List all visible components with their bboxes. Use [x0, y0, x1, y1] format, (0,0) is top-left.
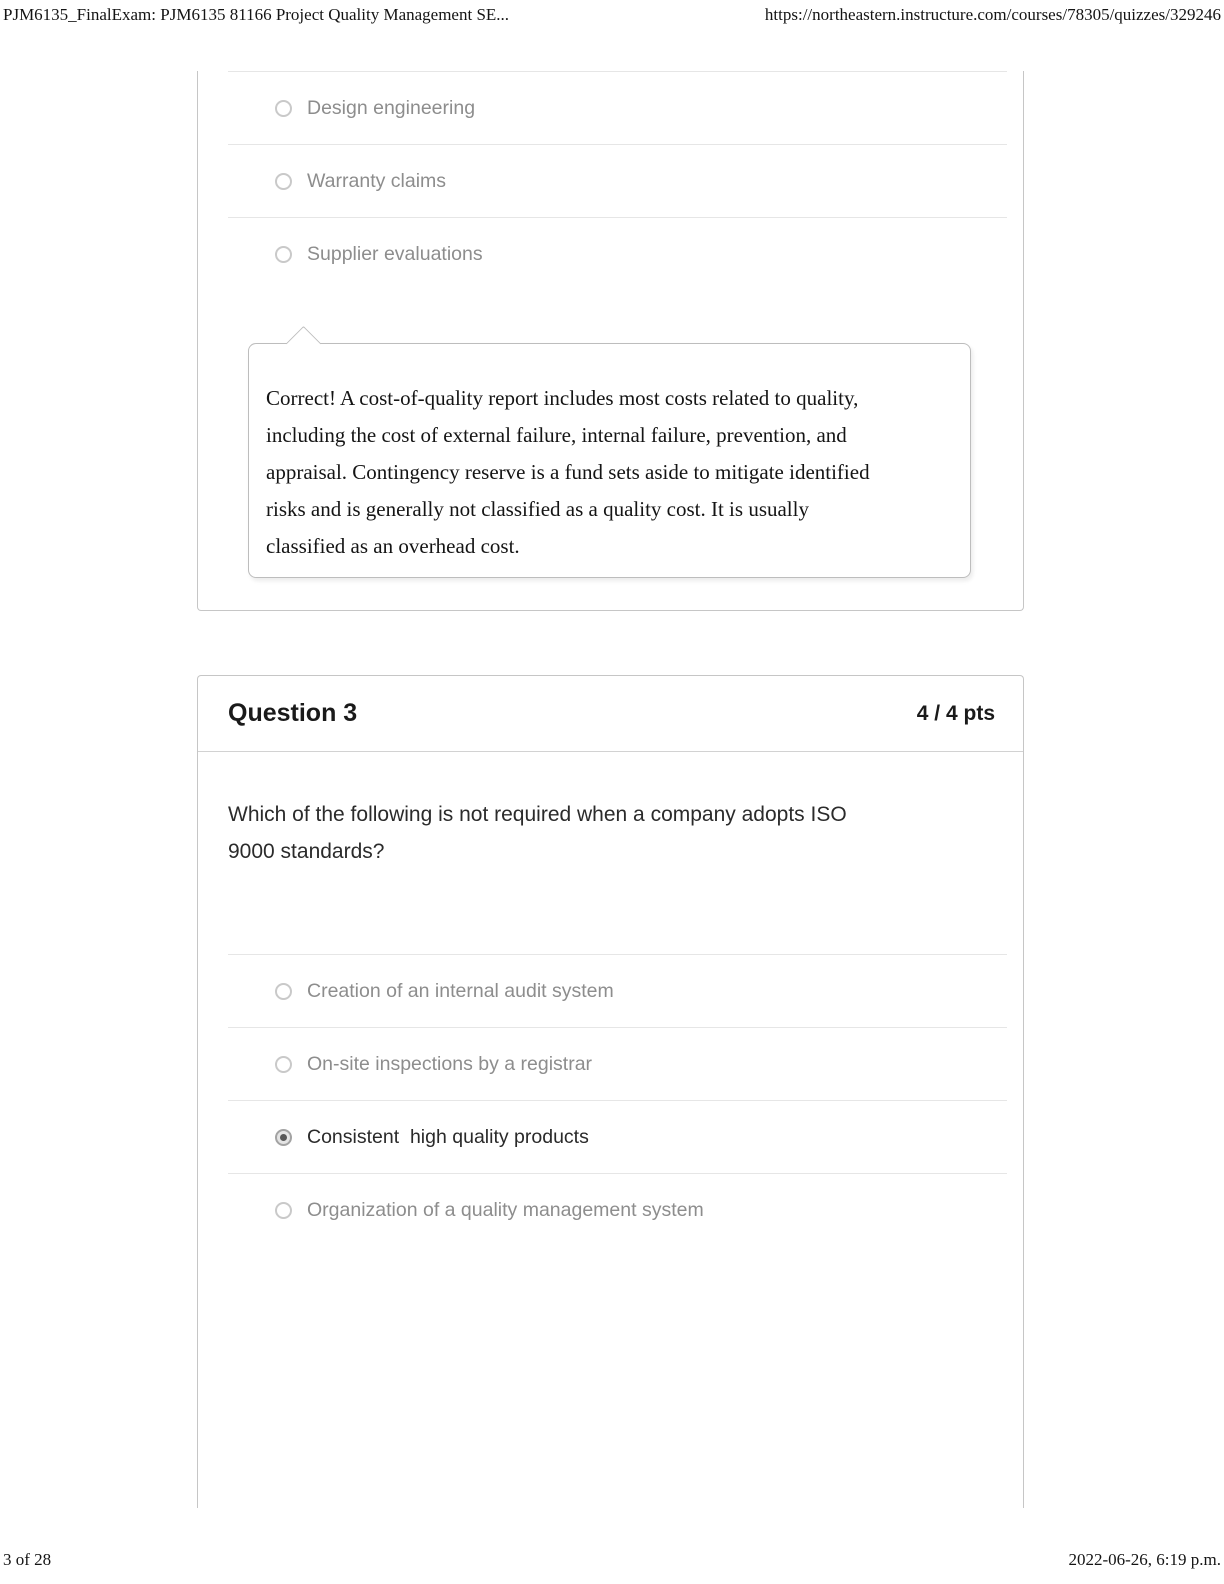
answer-label: Creation of an internal audit system — [307, 979, 614, 1002]
answer-option-quality-management-system[interactable] — [198, 1174, 1023, 1246]
answer-option-internal-audit[interactable] — [198, 955, 1023, 1027]
feedback-text-line: risks and is generally not classified as a quality cost. It is usually — [266, 497, 809, 521]
radio-unselected-icon[interactable] — [275, 1202, 292, 1219]
radio-unselected-icon[interactable] — [275, 100, 292, 117]
feedback-text-line: classified as an overhead cost. — [266, 534, 520, 558]
question-text-line: 9000 standards? — [228, 840, 385, 863]
print-footer — [3, 1548, 1221, 1572]
feedback-text-line: appraisal. Contingency reserve is a fund sets aside to mitigate identified — [266, 460, 870, 484]
radio-unselected-icon[interactable] — [275, 1056, 292, 1073]
answer-option-warranty-claims[interactable] — [198, 145, 1023, 217]
print-header — [3, 3, 1221, 27]
answer-label: On-site inspections by a registrar — [307, 1052, 593, 1075]
answer-label: Design engineering — [307, 96, 476, 119]
answer-label: Warranty claims — [307, 169, 447, 192]
print-timestamp: 2022-06-26, 6:19 p.m. — [1068, 1550, 1221, 1569]
answer-label: Supplier evaluations — [307, 242, 483, 265]
radio-selected-icon[interactable] — [275, 1129, 292, 1146]
question-header — [198, 676, 1023, 752]
feedback-callout — [248, 343, 971, 578]
answer-option-design-engineering[interactable] — [198, 72, 1023, 144]
document-url: https://northeastern.instructure.com/courses/78305/quizzes/329246 — [764, 5, 1221, 24]
document-title: PJM6135_FinalExam: PJM6135 81166 Project Quality Management SE... — [3, 5, 510, 24]
callout-pointer — [286, 326, 321, 361]
question-points: 4 / 4 pts — [916, 701, 995, 725]
question-title: Question 3 — [228, 699, 358, 727]
feedback-text-line: Correct! A cost-of-quality report includes most costs related to quality, — [266, 386, 859, 410]
question-text-line: Which of the following is not required when a company adopts ISO — [228, 803, 847, 826]
answer-label: Organization of a quality management system — [307, 1198, 704, 1221]
answer-label: Consistent high quality products — [307, 1125, 589, 1148]
question-2-card — [197, 71, 1024, 611]
page-indicator: 3 of 28 — [3, 1550, 52, 1569]
radio-unselected-icon[interactable] — [275, 246, 292, 263]
answer-option-onsite-inspections[interactable] — [198, 1028, 1023, 1100]
feedback-text-line: including the cost of external failure, internal failure, prevention, and — [266, 423, 847, 447]
answers-block — [198, 954, 1023, 1246]
radio-unselected-icon[interactable] — [275, 173, 292, 190]
radio-unselected-icon[interactable] — [275, 983, 292, 1000]
answer-option-supplier-evaluations[interactable] — [198, 218, 1023, 290]
question-text — [228, 796, 958, 870]
question-3-card — [197, 675, 1024, 1508]
answer-option-consistent-quality[interactable] — [198, 1101, 1023, 1173]
